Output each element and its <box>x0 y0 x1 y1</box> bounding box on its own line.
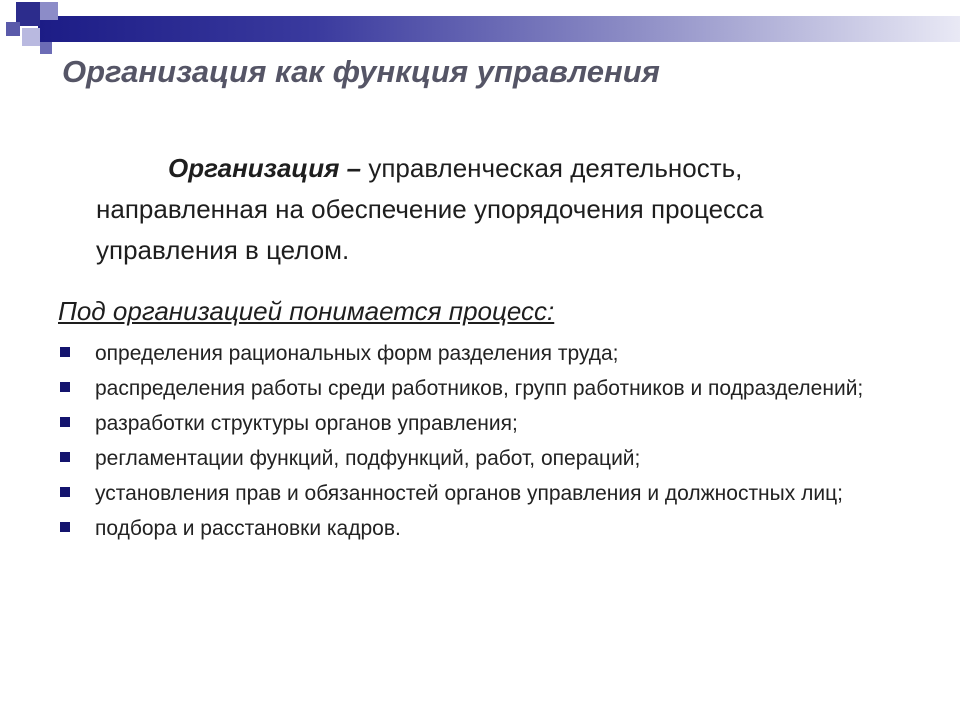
decor-square <box>40 2 58 20</box>
definition-term: Организация – <box>168 153 362 183</box>
header-gradient-bar <box>38 16 960 42</box>
list-item-text: разработки структуры органов управления; <box>95 412 518 435</box>
list-item <box>58 340 878 367</box>
list-item-text: подбора и расстановки кадров. <box>95 517 401 540</box>
square-bullet-icon <box>60 347 70 357</box>
list-item <box>58 515 878 542</box>
list-item-text: определения рациональных форм разделения труда; <box>95 342 619 365</box>
square-bullet-icon <box>60 452 70 462</box>
list-item <box>58 410 878 437</box>
list-item-text: распределения работы среди работников, групп работников и подразделений; <box>95 377 864 400</box>
square-bullet-icon <box>60 487 70 497</box>
square-bullet-icon <box>60 417 70 427</box>
decor-square <box>22 28 40 46</box>
list-item <box>58 445 878 472</box>
list-item <box>58 480 878 507</box>
list-item-text: регламентации функций, подфункций, работ, операций; <box>95 447 641 470</box>
list-item <box>58 375 878 402</box>
definition-paragraph <box>96 148 886 271</box>
square-bullet-icon <box>60 382 70 392</box>
process-list <box>58 340 878 550</box>
list-item-text: установления прав и обязанностей органов управления и должностных лиц; <box>95 482 843 505</box>
square-bullet-icon <box>60 522 70 532</box>
decor-square <box>40 42 52 54</box>
decor-square <box>6 22 20 36</box>
slide-title: Организация как функция управления <box>62 54 660 89</box>
definition-text: управленческая деятельность, направленная на обеспечение упорядочения процесса управления в целом. <box>96 153 764 265</box>
list-heading: Под организацией понимается процесс: <box>58 296 555 326</box>
